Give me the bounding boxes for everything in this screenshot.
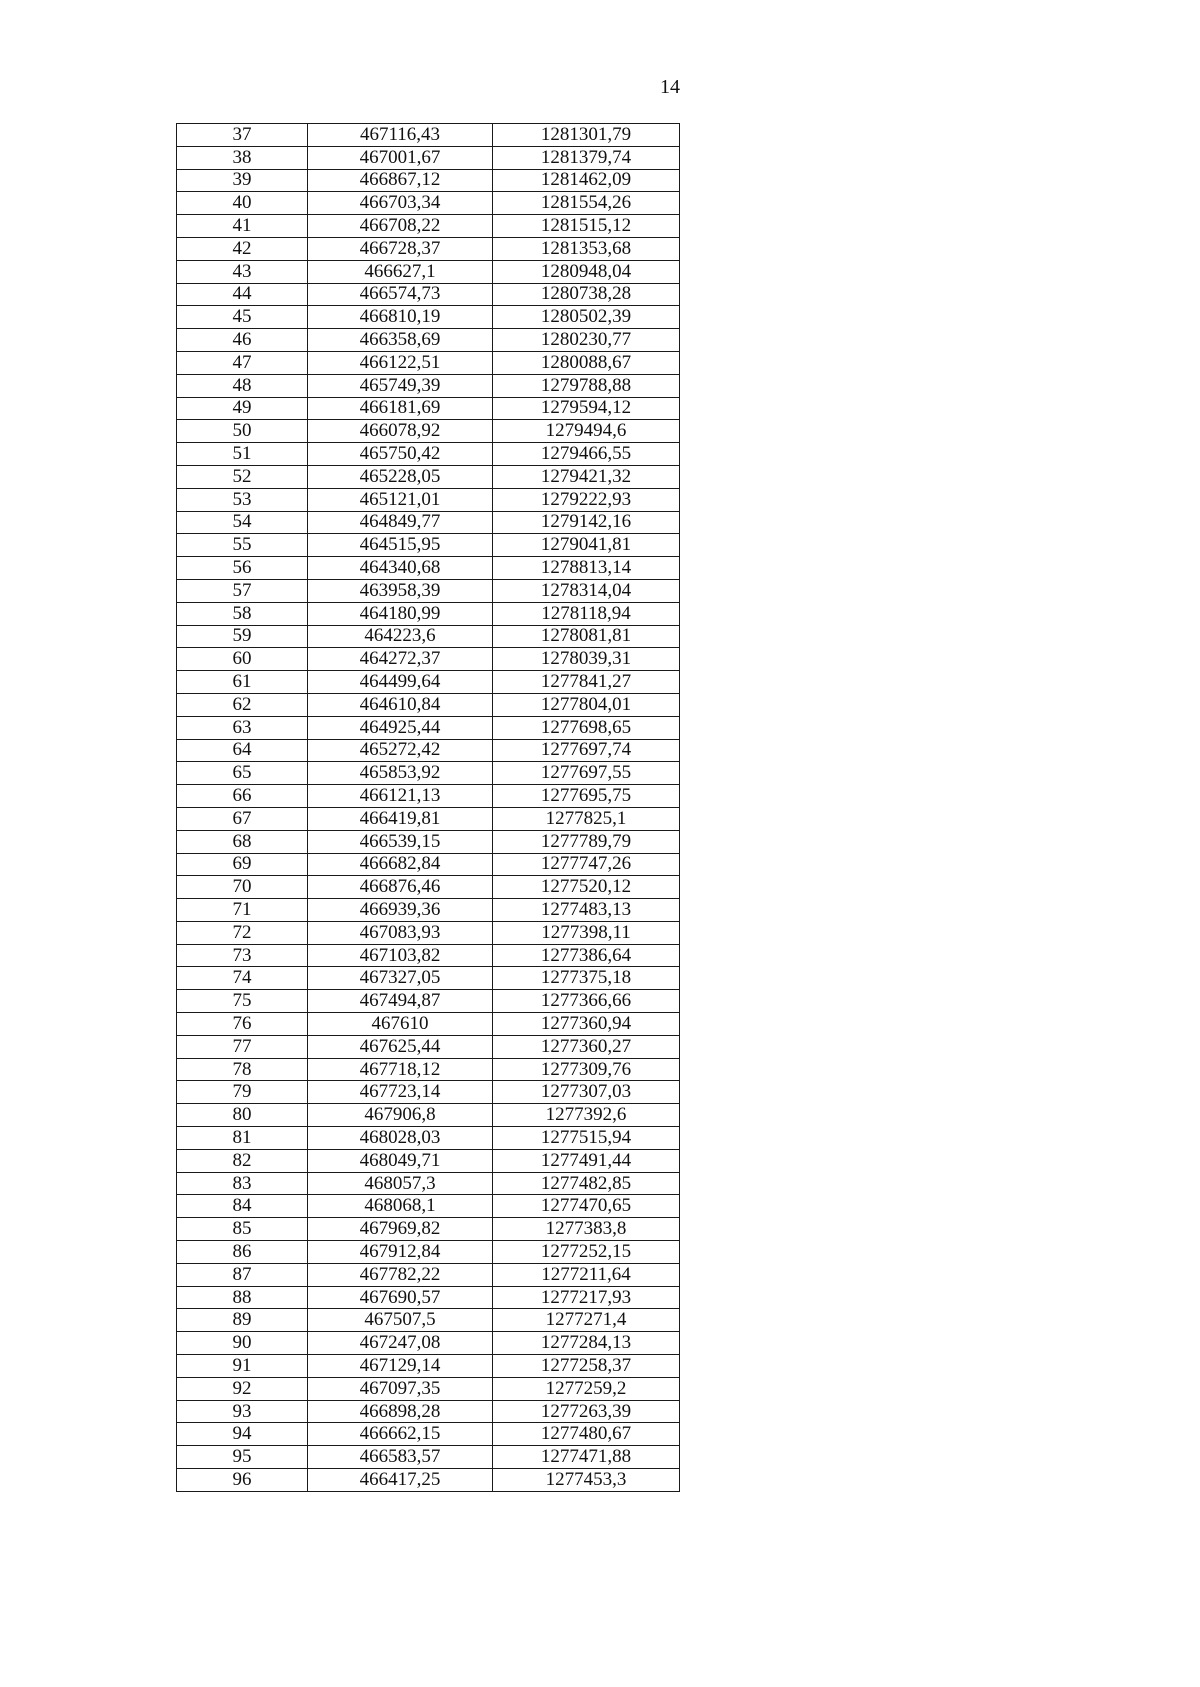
- x-coordinate-cell: 466539,15: [308, 830, 493, 853]
- point-number-cell: 44: [177, 283, 308, 306]
- table-row: [177, 397, 680, 420]
- x-coordinate-cell: 465272,42: [308, 739, 493, 762]
- point-number-cell: 78: [177, 1058, 308, 1081]
- point-number-cell: 88: [177, 1286, 308, 1309]
- point-number-cell: 38: [177, 146, 308, 169]
- y-coordinate-cell: 1277471,88: [493, 1446, 680, 1469]
- x-coordinate-cell: 466121,13: [308, 785, 493, 808]
- table-row: [177, 876, 680, 899]
- table-row: [177, 853, 680, 876]
- y-coordinate-cell: 1277259,2: [493, 1377, 680, 1400]
- point-number-cell: 68: [177, 830, 308, 853]
- coordinates-table-body: [177, 124, 680, 1492]
- y-coordinate-cell: 1280738,28: [493, 283, 680, 306]
- x-coordinate-cell: 466627,1: [308, 260, 493, 283]
- x-coordinate-cell: 466939,36: [308, 899, 493, 922]
- y-coordinate-cell: 1277375,18: [493, 967, 680, 990]
- y-coordinate-cell: 1278081,81: [493, 625, 680, 648]
- y-coordinate-cell: 1280948,04: [493, 260, 680, 283]
- x-coordinate-cell: 467723,14: [308, 1081, 493, 1104]
- y-coordinate-cell: 1277386,64: [493, 944, 680, 967]
- y-coordinate-cell: 1281554,26: [493, 192, 680, 215]
- table-row: [177, 351, 680, 374]
- x-coordinate-cell: 465853,92: [308, 762, 493, 785]
- y-coordinate-cell: 1281515,12: [493, 215, 680, 238]
- x-coordinate-cell: 467610: [308, 1013, 493, 1036]
- point-number-cell: 64: [177, 739, 308, 762]
- point-number-cell: 75: [177, 990, 308, 1013]
- y-coordinate-cell: 1277515,94: [493, 1127, 680, 1150]
- y-coordinate-cell: 1277825,1: [493, 807, 680, 830]
- table-row: [177, 260, 680, 283]
- y-coordinate-cell: 1279466,55: [493, 443, 680, 466]
- y-coordinate-cell: 1277307,03: [493, 1081, 680, 1104]
- x-coordinate-cell: 467083,93: [308, 921, 493, 944]
- x-coordinate-cell: 466583,57: [308, 1446, 493, 1469]
- x-coordinate-cell: 468028,03: [308, 1127, 493, 1150]
- y-coordinate-cell: 1281379,74: [493, 146, 680, 169]
- y-coordinate-cell: 1279421,32: [493, 465, 680, 488]
- y-coordinate-cell: 1280502,39: [493, 306, 680, 329]
- table-row: [177, 1377, 680, 1400]
- point-number-cell: 50: [177, 420, 308, 443]
- x-coordinate-cell: 464223,6: [308, 625, 493, 648]
- point-number-cell: 57: [177, 579, 308, 602]
- y-coordinate-cell: 1277383,8: [493, 1218, 680, 1241]
- point-number-cell: 56: [177, 557, 308, 580]
- point-number-cell: 39: [177, 169, 308, 192]
- table-row: [177, 1469, 680, 1492]
- x-coordinate-cell: 467507,5: [308, 1309, 493, 1332]
- x-coordinate-cell: 466078,92: [308, 420, 493, 443]
- point-number-cell: 83: [177, 1172, 308, 1195]
- y-coordinate-cell: 1277483,13: [493, 899, 680, 922]
- x-coordinate-cell: 467247,08: [308, 1332, 493, 1355]
- point-number-cell: 37: [177, 124, 308, 147]
- table-row: [177, 1081, 680, 1104]
- coordinates-table: [176, 123, 680, 1492]
- y-coordinate-cell: 1277211,64: [493, 1263, 680, 1286]
- table-row: [177, 1035, 680, 1058]
- y-coordinate-cell: 1277284,13: [493, 1332, 680, 1355]
- table-row: [177, 807, 680, 830]
- table-row: [177, 1104, 680, 1127]
- x-coordinate-cell: 468068,1: [308, 1195, 493, 1218]
- x-coordinate-cell: 468049,71: [308, 1149, 493, 1172]
- table-row: [177, 443, 680, 466]
- point-number-cell: 49: [177, 397, 308, 420]
- table-row: [177, 169, 680, 192]
- x-coordinate-cell: 464180,99: [308, 602, 493, 625]
- x-coordinate-cell: 466876,46: [308, 876, 493, 899]
- table-row: [177, 579, 680, 602]
- point-number-cell: 51: [177, 443, 308, 466]
- x-coordinate-cell: 466867,12: [308, 169, 493, 192]
- x-coordinate-cell: 467129,14: [308, 1355, 493, 1378]
- point-number-cell: 91: [177, 1355, 308, 1378]
- point-number-cell: 72: [177, 921, 308, 944]
- x-coordinate-cell: 467912,84: [308, 1241, 493, 1264]
- x-coordinate-cell: 464849,77: [308, 511, 493, 534]
- y-coordinate-cell: 1279041,81: [493, 534, 680, 557]
- point-number-cell: 61: [177, 671, 308, 694]
- table-row: [177, 693, 680, 716]
- y-coordinate-cell: 1280230,77: [493, 329, 680, 352]
- table-row: [177, 329, 680, 352]
- x-coordinate-cell: 466703,34: [308, 192, 493, 215]
- x-coordinate-cell: 466419,81: [308, 807, 493, 830]
- x-coordinate-cell: 465228,05: [308, 465, 493, 488]
- x-coordinate-cell: 466662,15: [308, 1423, 493, 1446]
- point-number-cell: 60: [177, 648, 308, 671]
- x-coordinate-cell: 466682,84: [308, 853, 493, 876]
- table-row: [177, 1218, 680, 1241]
- point-number-cell: 86: [177, 1241, 308, 1264]
- table-row: [177, 944, 680, 967]
- table-row: [177, 921, 680, 944]
- y-coordinate-cell: 1277698,65: [493, 716, 680, 739]
- table-row: [177, 1446, 680, 1469]
- table-row: [177, 830, 680, 853]
- x-coordinate-cell: 464499,64: [308, 671, 493, 694]
- table-row: [177, 967, 680, 990]
- table-row: [177, 899, 680, 922]
- table-row: [177, 1332, 680, 1355]
- x-coordinate-cell: 463958,39: [308, 579, 493, 602]
- table-row: [177, 511, 680, 534]
- y-coordinate-cell: 1279594,12: [493, 397, 680, 420]
- point-number-cell: 90: [177, 1332, 308, 1355]
- x-coordinate-cell: 466708,22: [308, 215, 493, 238]
- y-coordinate-cell: 1277697,55: [493, 762, 680, 785]
- point-number-cell: 55: [177, 534, 308, 557]
- table-row: [177, 625, 680, 648]
- x-coordinate-cell: 466728,37: [308, 237, 493, 260]
- x-coordinate-cell: 466417,25: [308, 1469, 493, 1492]
- y-coordinate-cell: 1277482,85: [493, 1172, 680, 1195]
- table-row: [177, 1309, 680, 1332]
- table-row: [177, 1241, 680, 1264]
- table-row: [177, 1127, 680, 1150]
- table-row: [177, 192, 680, 215]
- table-row: [177, 1058, 680, 1081]
- point-number-cell: 95: [177, 1446, 308, 1469]
- table-row: [177, 602, 680, 625]
- y-coordinate-cell: 1279494,6: [493, 420, 680, 443]
- point-number-cell: 47: [177, 351, 308, 374]
- table-row: [177, 1195, 680, 1218]
- y-coordinate-cell: 1277263,39: [493, 1400, 680, 1423]
- x-coordinate-cell: 466181,69: [308, 397, 493, 420]
- x-coordinate-cell: 467782,22: [308, 1263, 493, 1286]
- x-coordinate-cell: 467625,44: [308, 1035, 493, 1058]
- y-coordinate-cell: 1277804,01: [493, 693, 680, 716]
- y-coordinate-cell: 1277360,27: [493, 1035, 680, 1058]
- point-number-cell: 63: [177, 716, 308, 739]
- table-row: [177, 671, 680, 694]
- y-coordinate-cell: 1281353,68: [493, 237, 680, 260]
- point-number-cell: 69: [177, 853, 308, 876]
- table-row: [177, 488, 680, 511]
- x-coordinate-cell: 467969,82: [308, 1218, 493, 1241]
- table-row: [177, 1355, 680, 1378]
- table-row: [177, 762, 680, 785]
- table-row: [177, 990, 680, 1013]
- y-coordinate-cell: 1277366,66: [493, 990, 680, 1013]
- y-coordinate-cell: 1280088,67: [493, 351, 680, 374]
- point-number-cell: 94: [177, 1423, 308, 1446]
- point-number-cell: 41: [177, 215, 308, 238]
- y-coordinate-cell: 1277841,27: [493, 671, 680, 694]
- y-coordinate-cell: 1279222,93: [493, 488, 680, 511]
- table-row: [177, 648, 680, 671]
- table-row: [177, 283, 680, 306]
- point-number-cell: 42: [177, 237, 308, 260]
- y-coordinate-cell: 1281462,09: [493, 169, 680, 192]
- y-coordinate-cell: 1278039,31: [493, 648, 680, 671]
- point-number-cell: 62: [177, 693, 308, 716]
- point-number-cell: 40: [177, 192, 308, 215]
- table-row: [177, 237, 680, 260]
- x-coordinate-cell: 466898,28: [308, 1400, 493, 1423]
- y-coordinate-cell: 1277520,12: [493, 876, 680, 899]
- table-row: [177, 1263, 680, 1286]
- table-row: [177, 785, 680, 808]
- y-coordinate-cell: 1278314,04: [493, 579, 680, 602]
- table-row: [177, 534, 680, 557]
- x-coordinate-cell: 464515,95: [308, 534, 493, 557]
- table-row: [177, 306, 680, 329]
- x-coordinate-cell: 464610,84: [308, 693, 493, 716]
- table-row: [177, 716, 680, 739]
- point-number-cell: 67: [177, 807, 308, 830]
- y-coordinate-cell: 1279142,16: [493, 511, 680, 534]
- y-coordinate-cell: 1281301,79: [493, 124, 680, 147]
- point-number-cell: 85: [177, 1218, 308, 1241]
- point-number-cell: 87: [177, 1263, 308, 1286]
- point-number-cell: 81: [177, 1127, 308, 1150]
- point-number-cell: 79: [177, 1081, 308, 1104]
- y-coordinate-cell: 1279788,88: [493, 374, 680, 397]
- x-coordinate-cell: 465121,01: [308, 488, 493, 511]
- table-row: [177, 215, 680, 238]
- table-row: [177, 146, 680, 169]
- x-coordinate-cell: 467327,05: [308, 967, 493, 990]
- point-number-cell: 52: [177, 465, 308, 488]
- table-row: [177, 1423, 680, 1446]
- y-coordinate-cell: 1277747,26: [493, 853, 680, 876]
- point-number-cell: 89: [177, 1309, 308, 1332]
- point-number-cell: 92: [177, 1377, 308, 1400]
- y-coordinate-cell: 1277271,4: [493, 1309, 680, 1332]
- x-coordinate-cell: 465749,39: [308, 374, 493, 397]
- x-coordinate-cell: 467690,57: [308, 1286, 493, 1309]
- point-number-cell: 80: [177, 1104, 308, 1127]
- x-coordinate-cell: 467001,67: [308, 146, 493, 169]
- table-row: [177, 1400, 680, 1423]
- table-row: [177, 420, 680, 443]
- x-coordinate-cell: 464272,37: [308, 648, 493, 671]
- x-coordinate-cell: 466810,19: [308, 306, 493, 329]
- point-number-cell: 59: [177, 625, 308, 648]
- x-coordinate-cell: 464340,68: [308, 557, 493, 580]
- point-number-cell: 66: [177, 785, 308, 808]
- point-number-cell: 73: [177, 944, 308, 967]
- table-row: [177, 1149, 680, 1172]
- y-coordinate-cell: 1277217,93: [493, 1286, 680, 1309]
- table-row: [177, 1172, 680, 1195]
- x-coordinate-cell: 466122,51: [308, 351, 493, 374]
- page-number: 14: [660, 76, 680, 98]
- x-coordinate-cell: 467906,8: [308, 1104, 493, 1127]
- y-coordinate-cell: 1277453,3: [493, 1469, 680, 1492]
- table-row: [177, 1013, 680, 1036]
- y-coordinate-cell: 1277252,15: [493, 1241, 680, 1264]
- x-coordinate-cell: 466358,69: [308, 329, 493, 352]
- point-number-cell: 76: [177, 1013, 308, 1036]
- y-coordinate-cell: 1277392,6: [493, 1104, 680, 1127]
- y-coordinate-cell: 1277258,37: [493, 1355, 680, 1378]
- x-coordinate-cell: 466574,73: [308, 283, 493, 306]
- y-coordinate-cell: 1277789,79: [493, 830, 680, 853]
- point-number-cell: 54: [177, 511, 308, 534]
- x-coordinate-cell: 464925,44: [308, 716, 493, 739]
- point-number-cell: 82: [177, 1149, 308, 1172]
- y-coordinate-cell: 1277480,67: [493, 1423, 680, 1446]
- point-number-cell: 46: [177, 329, 308, 352]
- y-coordinate-cell: 1277697,74: [493, 739, 680, 762]
- point-number-cell: 77: [177, 1035, 308, 1058]
- x-coordinate-cell: 468057,3: [308, 1172, 493, 1195]
- table-row: [177, 124, 680, 147]
- y-coordinate-cell: 1277695,75: [493, 785, 680, 808]
- y-coordinate-cell: 1278813,14: [493, 557, 680, 580]
- y-coordinate-cell: 1277398,11: [493, 921, 680, 944]
- x-coordinate-cell: 465750,42: [308, 443, 493, 466]
- x-coordinate-cell: 467718,12: [308, 1058, 493, 1081]
- point-number-cell: 43: [177, 260, 308, 283]
- y-coordinate-cell: 1277360,94: [493, 1013, 680, 1036]
- point-number-cell: 70: [177, 876, 308, 899]
- point-number-cell: 45: [177, 306, 308, 329]
- x-coordinate-cell: 467097,35: [308, 1377, 493, 1400]
- table-row: [177, 465, 680, 488]
- x-coordinate-cell: 467494,87: [308, 990, 493, 1013]
- point-number-cell: 84: [177, 1195, 308, 1218]
- table-row: [177, 374, 680, 397]
- point-number-cell: 48: [177, 374, 308, 397]
- table-row: [177, 557, 680, 580]
- point-number-cell: 58: [177, 602, 308, 625]
- table-row: [177, 1286, 680, 1309]
- y-coordinate-cell: 1277491,44: [493, 1149, 680, 1172]
- point-number-cell: 71: [177, 899, 308, 922]
- x-coordinate-cell: 467116,43: [308, 124, 493, 147]
- y-coordinate-cell: 1277470,65: [493, 1195, 680, 1218]
- point-number-cell: 93: [177, 1400, 308, 1423]
- point-number-cell: 96: [177, 1469, 308, 1492]
- y-coordinate-cell: 1278118,94: [493, 602, 680, 625]
- table-row: [177, 739, 680, 762]
- x-coordinate-cell: 467103,82: [308, 944, 493, 967]
- point-number-cell: 65: [177, 762, 308, 785]
- point-number-cell: 53: [177, 488, 308, 511]
- point-number-cell: 74: [177, 967, 308, 990]
- y-coordinate-cell: 1277309,76: [493, 1058, 680, 1081]
